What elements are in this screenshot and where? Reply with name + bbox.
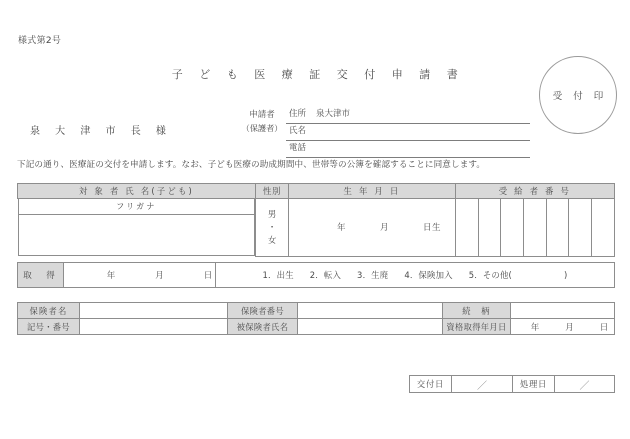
applicant-address-value: 泉大津市	[316, 109, 351, 119]
insured-person-name-label: 被保険者氏名	[228, 319, 298, 335]
insurer-name-label: 保険者名	[18, 303, 80, 319]
birth-day-label: 日生	[423, 223, 442, 234]
insurance-row-1	[18, 303, 615, 319]
page-title: 子 ど も 医 療 証 交 付 申 請 書	[171, 68, 465, 81]
furigana-label: フリガナ	[18, 199, 255, 215]
insurer-number-label: 保険者番号	[228, 303, 298, 319]
reception-stamp-circle	[539, 56, 617, 134]
qualification-date-input[interactable]	[511, 319, 615, 335]
process-date-value[interactable]: ／	[555, 376, 615, 393]
applicant-fields	[286, 107, 530, 158]
office-use-table	[409, 375, 615, 393]
recipient-number-cell[interactable]	[524, 199, 547, 257]
gender-female[interactable]: 女	[267, 234, 277, 245]
applicant-phone-label: 電話	[289, 143, 307, 153]
birth-year-label: 年	[336, 223, 346, 234]
addressee: 泉 大 津 市 長 様	[30, 126, 172, 137]
recipient-number-cell[interactable]	[456, 199, 479, 257]
acquisition-row	[18, 263, 615, 288]
header-child-name: 対 象 者 氏 名(子ども)	[18, 184, 256, 199]
acquisition-date-input[interactable]	[64, 263, 216, 288]
acquisition-reason-options[interactable]	[216, 263, 615, 288]
qualification-date-label: 資格取得年月日	[443, 319, 511, 335]
qual-day-label: 日	[599, 322, 609, 333]
acq-year-label: 年	[106, 271, 116, 281]
applicant-name-row[interactable]	[286, 124, 530, 141]
acq-month-label: 月	[155, 271, 164, 281]
applicant-label-line1: 申請者	[249, 110, 275, 120]
symbol-number-input[interactable]	[80, 319, 228, 335]
qual-year-label: 年	[530, 322, 540, 333]
reason-option-birth[interactable]: 1．出生	[262, 270, 294, 280]
consent-statement: 下記の通り、医療証の交付を申請します。なお、子ども医療の助成期間中、世帯等の公簿を確認することに同意します。	[17, 160, 486, 170]
process-date-label: 処理日	[513, 376, 555, 393]
recipient-number-cell[interactable]	[546, 199, 569, 257]
header-recipient-number: 受 給 者 番 号	[456, 184, 615, 199]
relationship-label: 続 柄	[443, 303, 511, 319]
gender-separator: ・	[267, 221, 277, 232]
applicant-address-label: 住所	[289, 109, 307, 119]
reason-option-other[interactable]: 5．その他(	[468, 270, 513, 280]
reason-other-close-paren: )	[564, 270, 568, 280]
acq-day-label: 日	[203, 271, 213, 281]
issue-date-label: 交付日	[410, 376, 452, 393]
office-use-row	[410, 376, 615, 393]
birth-month-label: 月	[379, 223, 389, 234]
recipient-number-cell[interactable]	[569, 199, 592, 257]
child-info-table	[17, 183, 615, 257]
reason-option-welfare-end[interactable]: 3．生廃	[357, 270, 389, 280]
acquisition-table	[17, 262, 615, 288]
insurance-row-2	[18, 319, 615, 335]
header-gender: 性別	[256, 184, 289, 199]
gender-options[interactable]	[256, 199, 289, 257]
recipient-number-cell[interactable]	[478, 199, 501, 257]
birth-date-input[interactable]	[289, 199, 456, 257]
issue-date-value[interactable]: ／	[452, 376, 513, 393]
reason-option-insurance-join[interactable]: 4．保険加入	[404, 270, 453, 280]
insurance-table	[17, 302, 615, 335]
child-table-header-row	[18, 184, 615, 199]
relationship-input[interactable]	[511, 303, 615, 319]
insured-person-name-input[interactable]	[298, 319, 443, 335]
insurer-name-input[interactable]	[80, 303, 228, 319]
recipient-number-cell[interactable]	[501, 199, 524, 257]
applicant-block	[238, 107, 530, 158]
form-number: 様式第2号	[18, 36, 62, 46]
recipient-number-cell[interactable]	[592, 199, 615, 257]
acquisition-label: 取 得	[18, 263, 64, 288]
reception-stamp-label: 受 付 印	[552, 91, 608, 102]
qual-month-label: 月	[565, 322, 574, 333]
applicant-name-label: 氏名	[289, 126, 307, 136]
applicant-address-row[interactable]	[286, 107, 530, 124]
applicant-label-line2: （保護者）	[241, 123, 283, 133]
child-table-body-row	[18, 199, 615, 257]
header-birth-date: 生 年 月 日	[289, 184, 456, 199]
symbol-number-label: 記号・番号	[18, 319, 80, 335]
applicant-phone-row[interactable]	[286, 141, 530, 158]
reason-option-move-in[interactable]: 2．転入	[309, 270, 342, 280]
applicant-label	[238, 107, 286, 135]
child-name-stack	[18, 199, 256, 257]
insurer-number-input[interactable]	[298, 303, 443, 319]
gender-male[interactable]: 男	[267, 208, 277, 219]
child-name-input[interactable]	[18, 215, 255, 256]
